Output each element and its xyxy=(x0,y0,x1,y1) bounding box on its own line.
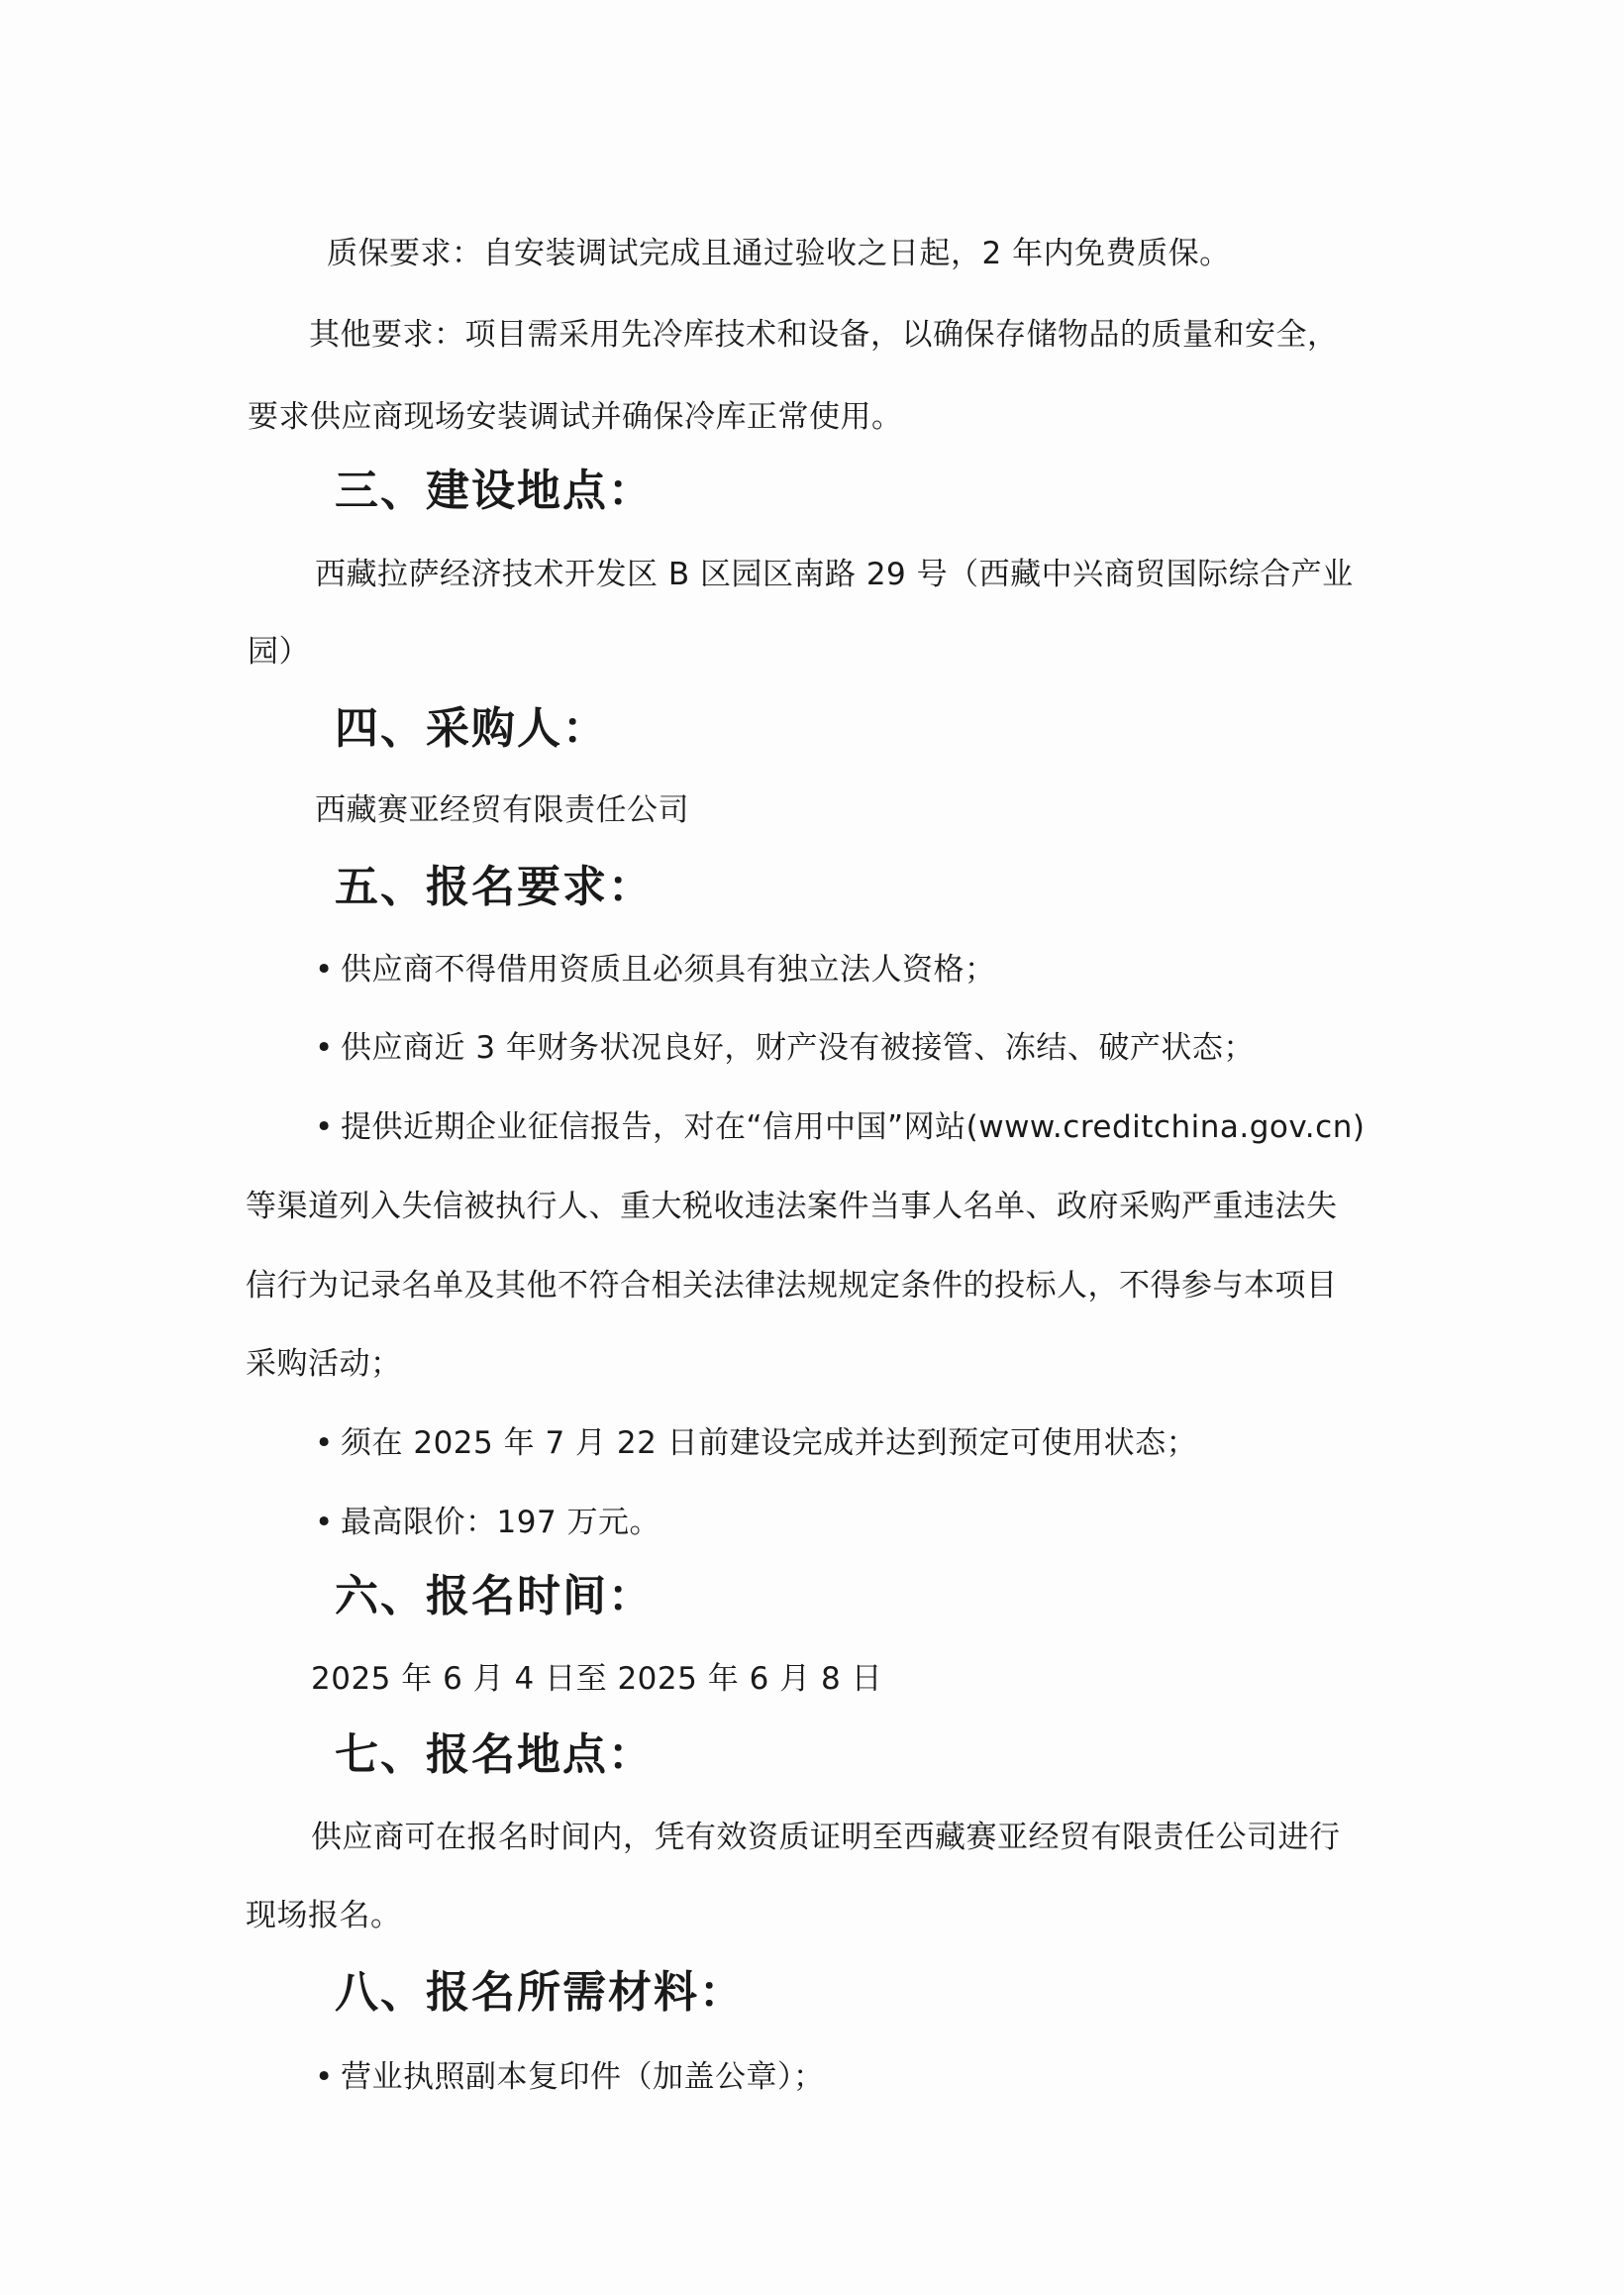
list-item xyxy=(315,1421,1464,1465)
section-heading-buyer: 四、采购人： xyxy=(335,703,608,754)
section-heading-requirements: 五、报名要求： xyxy=(335,862,654,912)
bullet-icon: • xyxy=(315,1030,334,1066)
list-item xyxy=(315,2055,1464,2099)
bullet-icon: • xyxy=(315,1505,334,1540)
place-line-1: 供应商可在报名时间内，凭有效资质证明至西藏赛亚经贸有限责任公司进行 xyxy=(311,1820,1341,1855)
list-item-text: 须在 2025 年 7 月 22 日前建设完成并达到预定可使用状态； xyxy=(341,1425,1198,1461)
paragraph-line: 信行为记录名单及其他不符合相关法律法规规定条件的投标人，不得参与本项目 xyxy=(246,1268,1338,1304)
list-item xyxy=(315,948,1464,991)
other-requirement-line-1: 其他要求：项目需采用先冷库技术和设备，以确保存储物品的质量和安全， xyxy=(309,317,1339,353)
other-requirement-line-2: 要求供应商现场安装调试并确保冷库正常使用。 xyxy=(248,399,903,435)
list-item xyxy=(315,1501,1464,1544)
section-heading-place: 七、报名地点： xyxy=(335,1729,654,1780)
list-item-text: 提供近期企业征信报告，对在“信用中国”网站(www.creditchina.gov.cn) xyxy=(341,1109,1366,1145)
address-line-2: 园） xyxy=(248,634,310,670)
section-heading-location: 三、建设地点： xyxy=(335,466,654,516)
list-item xyxy=(315,1105,1464,1149)
section-heading-time: 六、报名时间： xyxy=(335,1571,654,1621)
list-item-text: 最高限价：197 万元。 xyxy=(341,1505,661,1540)
paragraph-line: 采购活动； xyxy=(246,1346,402,1382)
bullet-icon: • xyxy=(315,2059,334,2095)
quality-requirement: 质保要求：自安装调试完成且通过验收之日起，2 年内免费质保。 xyxy=(327,236,1231,271)
paragraph-line: 等渠道列入失信被执行人、重大税收违法案件当事人名单、政府采购严重违法失 xyxy=(246,1189,1338,1224)
list-item-text: 供应商不得借用资质且必须具有独立法人资格； xyxy=(341,952,996,988)
registration-time: 2025 年 6 月 4 日至 2025 年 6 月 8 日 xyxy=(311,1661,883,1697)
list-item-text: 供应商近 3 年财务状况良好，财产没有被接管、冻结、破产状态； xyxy=(341,1030,1255,1066)
section-heading-materials: 八、报名所需材料： xyxy=(335,1967,745,2018)
address-line-1: 西藏拉萨经济技术开发区 B 区园区南路 29 号（西藏中兴商贸国际综合产业 xyxy=(315,557,1354,592)
bullet-icon: • xyxy=(315,1109,334,1145)
bullet-icon: • xyxy=(315,952,334,988)
place-line-2: 现场报名。 xyxy=(246,1898,402,1933)
list-item-text: 营业执照副本复印件（加盖公章）； xyxy=(341,2059,825,2095)
list-item xyxy=(315,1026,1464,1070)
bullet-icon: • xyxy=(315,1425,334,1461)
buyer-name: 西藏赛亚经贸有限责任公司 xyxy=(315,792,689,828)
